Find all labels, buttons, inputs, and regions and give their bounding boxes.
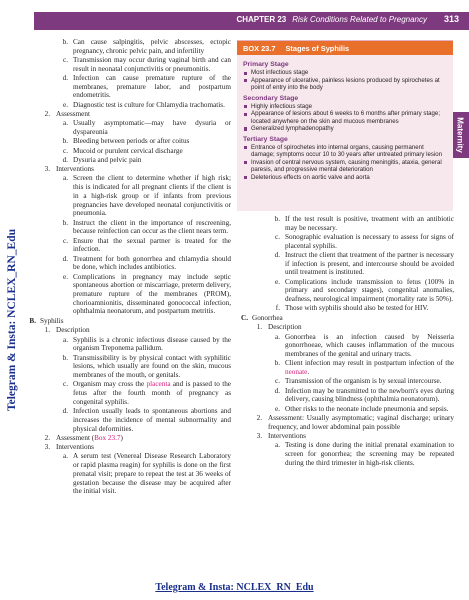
item-text: Infection can cause premature rupture of the membranes, premature labor, and postpartum endometritis.: [73, 74, 231, 100]
item-marker: c.: [275, 233, 280, 241]
item-text: Dysuria and pelvic pain: [73, 155, 142, 164]
item-text: Sonographic evaluation is necessary to assess for signs of placental syphilis.: [285, 233, 454, 250]
item-marker: e.: [63, 272, 68, 281]
box-title: Stages of Syphilis: [285, 44, 350, 53]
item-marker: b.: [62, 218, 68, 227]
stage-bullet-item: Entrance of spirochetes into internal organs, causing permanent damage; symptoms occur 10 to 30 years after untreated primary lesion: [243, 144, 447, 159]
item-marker: 1.: [256, 323, 262, 332]
outline-item: [238, 359, 454, 376]
item-text-post: and is passed to the fetus after the fourth month of pregnancy as congenital syphilis.: [73, 380, 231, 406]
chapter-title: Risk Conditions Related to Pregnancy: [292, 15, 427, 24]
outline-item: [26, 354, 231, 380]
item-text: Those with syphilis should also be tested for HIV.: [285, 304, 429, 313]
item-marker: a.: [63, 119, 68, 128]
item-marker: b.: [62, 38, 68, 46]
outline-item: [26, 317, 231, 326]
outline-item: [26, 407, 231, 433]
outline-item: [26, 219, 231, 236]
outline-item: [238, 314, 454, 323]
item-marker: d.: [274, 386, 280, 395]
item-marker: b.: [274, 359, 280, 368]
item-text: Instruct the client in the importance of rescreening, because reinfection can occur as the client nears term.: [73, 218, 231, 236]
cross-reference-link[interactable]: Box 23.7: [94, 433, 121, 442]
item-marker: d.: [62, 74, 68, 82]
item-text: Gonorrhea: [252, 314, 283, 323]
item-marker: a.: [63, 335, 68, 344]
outline-item: [26, 101, 231, 110]
item-text-pre: Organism may cross the: [73, 380, 147, 389]
item-text: Transmission may occur during vaginal birth and can result in neonatal conjunctivitis or pneumonitis.: [73, 56, 231, 73]
box-content: [237, 55, 453, 181]
item-text: Syphilis: [40, 317, 64, 326]
outline-item: [26, 452, 231, 496]
outline-item: [26, 56, 231, 73]
cross-reference-link[interactable]: placenta: [146, 380, 171, 389]
item-text: Complications include transmission to fetus (100% in primary and secondary stages), congenital anomalies, deafness, neurological impairment (mortality rate is 50%).: [285, 277, 454, 304]
outline-item: [26, 110, 231, 119]
outline-item: [26, 255, 231, 272]
item-marker: b.: [62, 353, 68, 362]
item-text: Description: [56, 326, 90, 335]
item-text: Diagnostic test is culture for Chlamydia trachomatis.: [73, 100, 225, 109]
outline-item: [238, 387, 454, 404]
outline-item: [238, 405, 454, 414]
left-column: [26, 38, 231, 497]
stage-bullet-item: Appearance of ulcerative, painless lesions produced by spirochetes at point of entry into the body: [243, 77, 447, 92]
outline-item: [26, 165, 231, 174]
item-marker: b.: [62, 137, 68, 146]
item-marker: c.: [275, 377, 280, 386]
item-text: Complications in pregnancy may include septic spontaneous abortion or miscarriage, preterm delivery, premature rupture of the membranes (PROM), chorioamnionitis, disseminated gonococcal infection, ophthalmia neonatorum, and postpartum metritis.: [73, 272, 231, 316]
right-column: [238, 215, 454, 468]
item-marker: c.: [63, 146, 68, 155]
item-text: Gonorrhea is an infection caused by Neisseria gonorrhoeae, which causes inflammation of the mucous membranes of the genital and urinary tracts.: [285, 332, 454, 359]
item-text-post: .: [307, 368, 310, 377]
item-text: Assessment: [56, 110, 90, 118]
item-marker: 1.: [44, 326, 50, 335]
outline-item: [26, 237, 231, 254]
outline-item: [238, 233, 454, 250]
item-text: Ensure that the sexual partner is treated for the infection.: [73, 236, 231, 254]
outline-item: [238, 432, 454, 441]
stage-bullet-item: Appearance of lesions about 6 weeks to 6 months after primary stage; located anywhere on the skin and mucous membranes: [243, 110, 447, 125]
item-marker: 3.: [44, 443, 50, 452]
chapter-heading: [236, 15, 427, 24]
item-marker: c.: [63, 380, 68, 389]
outline-item: [26, 273, 231, 317]
item-text-post: ): [120, 433, 123, 442]
box-header: [237, 41, 453, 55]
item-text: Infection may be transmitted to the newborn's eyes during delivery, causing blindness (ophthalmia neonatorum).: [285, 386, 454, 404]
item-text: Transmission of the organism is by sexual intercourse.: [285, 377, 442, 386]
item-text: Interventions: [56, 443, 94, 452]
item-marker: B.: [29, 317, 36, 326]
item-marker: e.: [275, 404, 280, 413]
outline-item: [26, 326, 231, 335]
outline-item: [238, 278, 454, 304]
item-text: Other risks to the neonate include pneumonia and sepsis.: [285, 404, 449, 413]
item-marker: e.: [63, 100, 68, 109]
stage-heading: Primary Stage: [243, 61, 289, 68]
item-text: Treatment for both gonorrhea and chlamydia should be done, which includes antibiotics.: [73, 254, 231, 272]
item-text: Assessment: Usually asymptomatic; vaginal discharge; urinary frequency, and lower abdominal pain possible: [268, 414, 454, 431]
outline-item: [238, 323, 454, 332]
item-marker: 2.: [256, 414, 262, 422]
outline-item: [238, 251, 454, 277]
side-tab-label: Maternity: [455, 117, 465, 153]
outline-item: [238, 215, 454, 232]
outline-item: [26, 156, 231, 165]
item-text: Usually asymptomatic—may have dysuria or dyspareunia: [73, 119, 231, 136]
item-marker: d.: [62, 407, 68, 416]
stage-heading: Tertiary Stage: [243, 135, 288, 143]
item-marker: d.: [274, 251, 280, 259]
item-marker: d.: [62, 155, 68, 164]
maternity-side-tab: [451, 112, 469, 158]
outline-item: [26, 434, 231, 443]
outline-item: [26, 137, 231, 146]
item-text: Instruct the client that treatment of the partner is necessary if infection is present, and intercourse should be avoided until treatment is instituted.: [285, 251, 454, 277]
chapter-label: CHAPTER 23: [236, 15, 287, 24]
outline-item: [26, 443, 231, 452]
watermark-vertical: [4, 200, 20, 440]
item-marker: 2.: [44, 110, 50, 118]
item-text: Transmissibility is by physical contact with syphilitic lesions, which usually are found on the skin, mucous membranes of the mouth, or genitals.: [73, 353, 231, 380]
outline-item: [26, 74, 231, 100]
item-text: Bleeding between periods or after coitus: [73, 137, 190, 146]
item-text: Interventions: [268, 432, 306, 440]
item-marker: 2.: [44, 433, 50, 442]
item-marker: d.: [62, 254, 68, 263]
item-marker: c.: [63, 56, 68, 64]
item-marker: b.: [274, 215, 280, 223]
item-marker: f.: [275, 304, 280, 313]
item-text-pre: Assessment (: [56, 433, 95, 442]
item-text: If the test result is positive, treatment with an antibiotic may be necessary.: [285, 215, 454, 232]
item-text: Infection usually leads to spontaneous abortions and increases the incidence of mental subnormality and physical deformities.: [73, 407, 231, 433]
outline-item: [26, 174, 231, 218]
cross-reference-link[interactable]: neonate: [285, 368, 308, 377]
outline-item: [238, 304, 454, 313]
item-text: Testing is done during the initial prenatal examination to screen for gonorrhea; the screening may be repeated during the third trimester in high-risk clients.: [285, 441, 454, 467]
outline-item: [26, 38, 231, 55]
outline-item: [238, 333, 454, 359]
outline-item: [26, 147, 231, 156]
outline-item: [26, 336, 231, 353]
stage-bullet-item: Highly infectious stage: [243, 103, 447, 110]
item-marker: C.: [241, 314, 248, 323]
item-marker: c.: [63, 236, 68, 245]
item-text: Syphilis is a chronic infectious disease caused by the organism Treponema pallidum.: [73, 335, 231, 353]
stage-bullet-item: Generalized lymphadenopathy: [243, 125, 447, 132]
item-text-pre: Client infection may result in postpartum infection of the: [285, 359, 454, 368]
stage-bullet-item: Deleterious effects on aortic valve and aorta: [243, 174, 447, 181]
item-text: Can cause salpingitis, pelvic abscesses, ectopic pregnancy, chronic pelvic pain, and infertility: [73, 38, 231, 55]
item-text: A serum test (Venereal Disease Research Laboratory or rapid plasma reagin) for syphilis is done on the first prenatal visit; prepare to repeat the test at 36 weeks of gestation because the disease may be acquired after the initial visit.: [73, 452, 231, 496]
watermark-vertical-text: Telegram & Insta: NCLEX_RN_Edu: [6, 229, 18, 411]
item-text: Mucoid or purulent cervical discharge: [73, 146, 183, 155]
item-text: Description: [268, 323, 302, 332]
stage-heading: Secondary Stage: [243, 94, 299, 102]
watermark-bottom: Telegram & Insta: NCLEX_RN_Edu: [155, 582, 314, 593]
item-marker: a.: [63, 452, 68, 461]
item-marker: a.: [275, 332, 280, 341]
outline-item: [238, 441, 454, 467]
outline-item: [26, 380, 231, 406]
outline-item: [238, 377, 454, 386]
stage-bullet-item: Most infectious stage: [243, 69, 447, 76]
box-stages-of-syphilis: [237, 40, 453, 211]
item-text: Screen the client to determine whether if high risk; this is indicated for all pregnant clients if the client is in a high-risk group or if infants from previous pregnancies have developed neonatal conjunctivitis or pneumonia.: [73, 174, 231, 218]
item-marker: 3.: [256, 432, 262, 440]
outline-item: [238, 414, 454, 431]
box-number: BOX 23.7: [243, 44, 276, 53]
stage-bullet-item: Invasion of central nervous system, causing meningitis, ataxia, general paresis, and progressive mental deterioration: [243, 159, 447, 174]
page-number: 313: [443, 14, 459, 24]
item-marker: a.: [275, 441, 280, 450]
item-marker: e.: [275, 277, 280, 286]
item-text: Interventions: [56, 165, 94, 174]
outline-item: [26, 119, 231, 136]
item-marker: a.: [63, 174, 68, 183]
item-marker: 3.: [44, 165, 50, 174]
